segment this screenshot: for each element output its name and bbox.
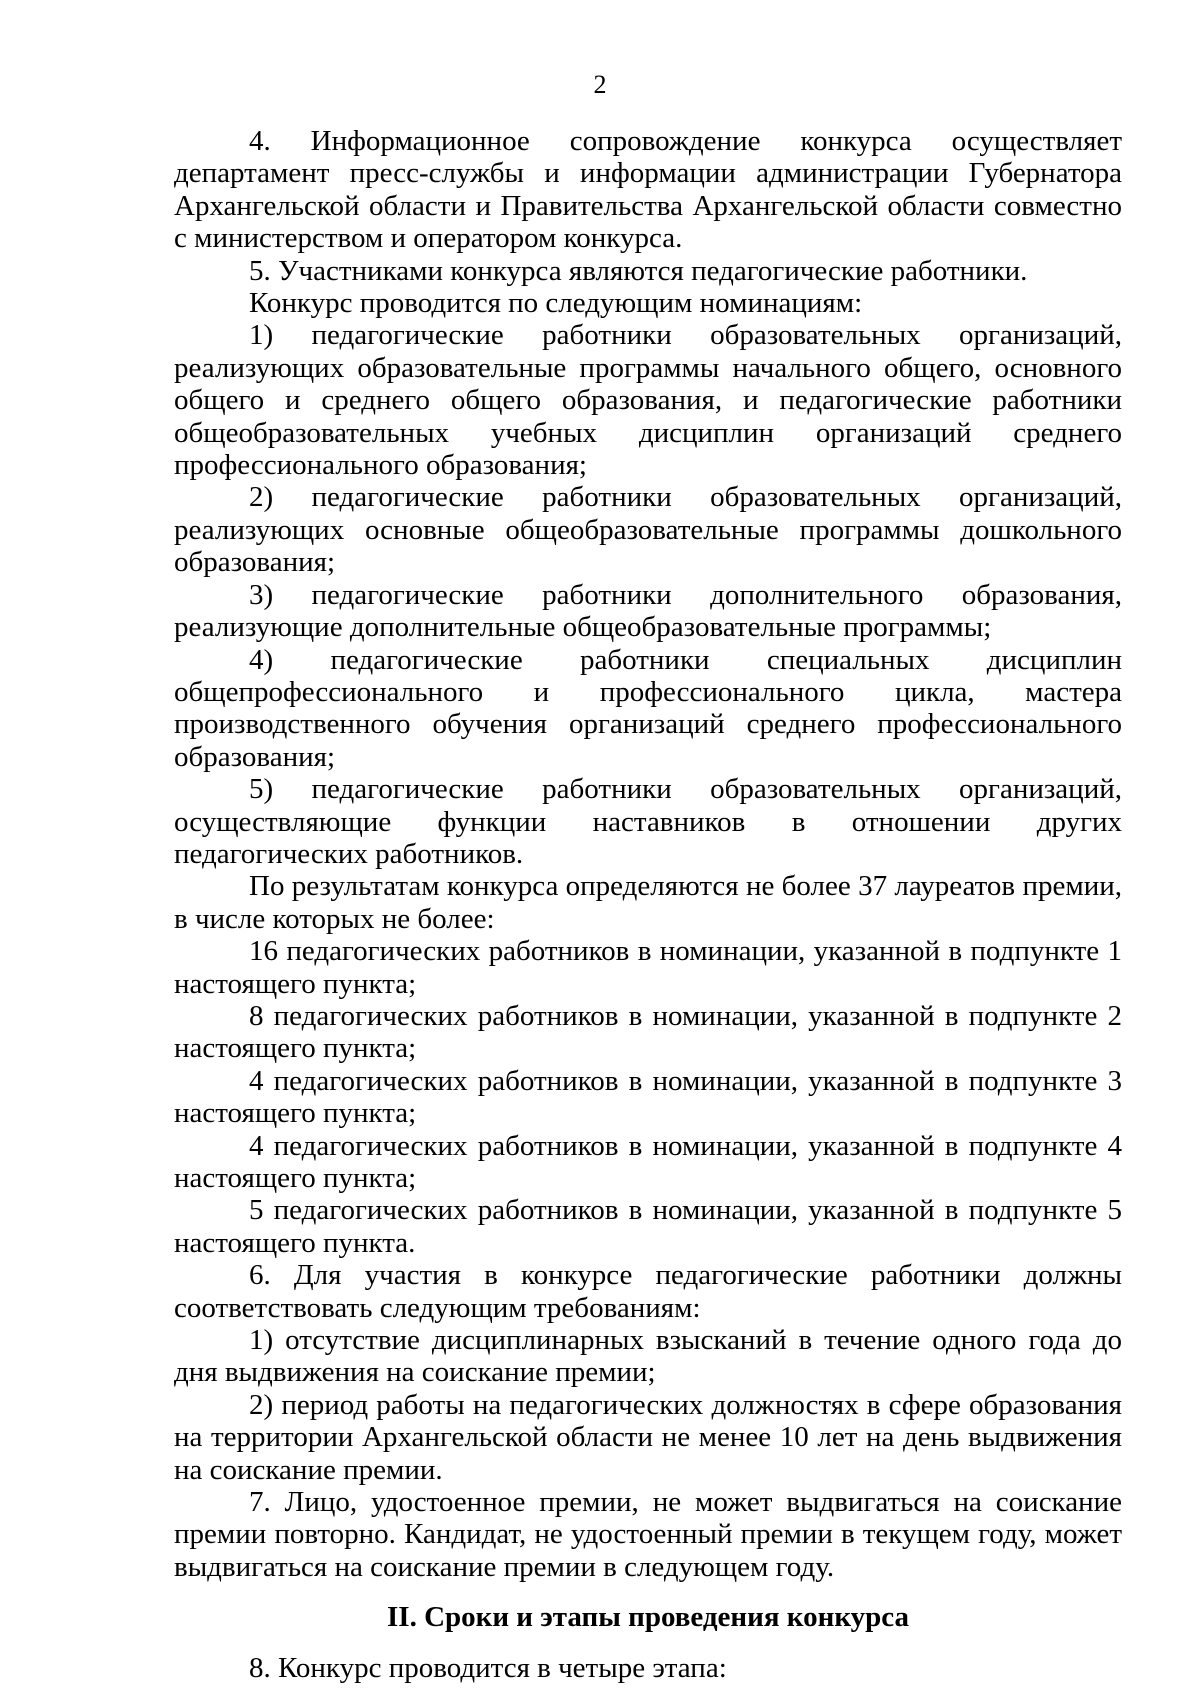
paragraph: 5. Участниками конкурса являются педагогические работники.: [249, 254, 1028, 287]
page-number: 2: [593, 70, 607, 99]
paragraph: 2) период работы на педагогических должностях в сфере образования на территории Архангельской области не менее 10 лет на день выдвижения на соискание премии.: [174, 1388, 1122, 1486]
document-body: [174, 125, 1122, 1684]
paragraph: 1) отсутствие дисциплинарных взысканий в течение одного года до дня выдвижения на соискание премии;: [174, 1324, 1122, 1389]
section-heading: II. Сроки и этапы проведения конкурса: [387, 1601, 909, 1634]
paragraph: По результатам конкурса определяются не более 37 лауреатов премии, в числе которых не более:: [174, 870, 1122, 935]
paragraph: 1) педагогические работники образовательных организаций, реализующих образовательные программы начального общего, основного общего и среднего общего образования, и педагогические работники общеобразовательных учебных дисциплин организаций среднего профессионального образования;: [174, 319, 1122, 482]
paragraph: 7. Лицо, удостоенное премии, не может выдвигаться на соискание премии повторно. Кандидат, не удостоенный премии в текущем году, может выдвигаться на соискание премии в следующем году.: [174, 1486, 1122, 1583]
paragraph: 6. Для участия в конкурсе педагогические работники должны соответствовать следующим требованиям:: [174, 1259, 1122, 1324]
paragraph: 8. Конкурс проводится в четыре этапа:: [249, 1651, 727, 1684]
paragraph: 4 педагогических работников в номинации, указанной в подпункте 3 настоящего пункта;: [174, 1064, 1122, 1130]
paragraph: 4. Информационное сопровождение конкурса осуществляет департамент пресс-службы и информации администрации Губернатора Архангельской области и Правительства Архангельской области совместно с министерством и оператором конкурса.: [174, 125, 1122, 255]
paragraph: 16 педагогических работников в номинации, указанной в подпункте 1 настоящего пункта;: [174, 935, 1122, 1000]
paragraph: Конкурс проводится по следующим номинациям:: [249, 287, 863, 320]
paragraph: 5) педагогические работники образовательных организаций, осуществляющие функции наставников в отношении других педагогических работников.: [174, 773, 1122, 870]
paragraph: 8 педагогических работников в номинации, указанной в подпункте 2 настоящего пункта;: [174, 999, 1122, 1065]
paragraph: 2) педагогические работники образовательных организаций, реализующих основные общеобразовательные программы дошкольного образования;: [174, 481, 1122, 579]
paragraph: 3) педагогические работники дополнительного образования, реализующие дополнительные общеобразовательные программы;: [174, 578, 1122, 644]
paragraph: 4 педагогических работников в номинации, указанной в подпункте 4 настоящего пункта;: [174, 1129, 1122, 1194]
paragraph: 4) педагогические работники специальных дисциплин общепрофессионального и профессионального цикла, мастера производственного обучения организаций среднего профессионального образования;: [174, 643, 1122, 773]
paragraph: 5 педагогических работников в номинации, указанной в подпункте 5 настоящего пункта.: [174, 1194, 1122, 1259]
